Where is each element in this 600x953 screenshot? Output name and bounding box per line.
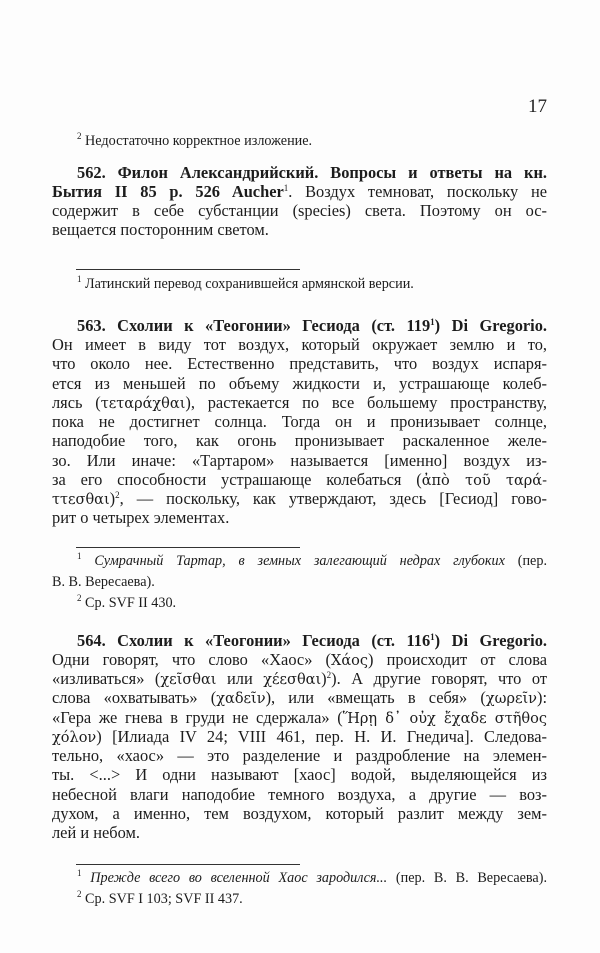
footnote-ref: 1 xyxy=(283,183,289,193)
quoted-verse: Сумрачный Тартар, в земных залегающий недрах глубоких xyxy=(94,553,505,569)
footnote-rule xyxy=(76,547,300,548)
body-line: содержит в себе субстанции (species) света. Поэтому он ос- xyxy=(52,201,547,220)
heading-text: 564. Схолии к «Теогонии» Гесиода (ст. 116 xyxy=(77,631,431,650)
body-line: лей и небом. xyxy=(52,823,140,842)
footnote-text: Недостаточно корректное изложение. xyxy=(81,133,313,149)
quoted-verse: Прежде всего во вселенной Хаос зародился... xyxy=(90,870,388,886)
body-text: «изливаться» ( xyxy=(52,669,161,688)
entry-heading xyxy=(77,631,547,650)
footnote-marker: 1 xyxy=(77,274,82,284)
greek-term: ττεσθαι xyxy=(52,492,110,508)
footnote-text: Латинский перевод сохранившейся армянской версии. xyxy=(81,276,414,292)
entry-heading xyxy=(77,316,547,335)
entry-heading: 562. Филон Александрийский. Вопросы и ответы на кн. xyxy=(77,163,547,182)
body-text: , — поскольку, как утверждают, здесь [Гесиод] гово- xyxy=(119,489,547,508)
greek-term: Χάος xyxy=(331,653,368,669)
body-text: лясь ( xyxy=(52,393,101,412)
body-line: что около нее. Естественно представить, что воздух испаря- xyxy=(52,354,547,373)
body-line: наподобие того, как огонь пронизывает раскаленное желе- xyxy=(52,431,547,450)
body-line: пока не достигнет солнца. Тогда он и пронизывает солнце, xyxy=(52,412,547,431)
greek-term: τεταράχθαι xyxy=(100,396,186,412)
body-line xyxy=(52,470,547,491)
body-text: ) [Илиада IV 24; VIII 461, пер. Н. И. Гнедича]. Следова- xyxy=(96,727,547,746)
footnote-text: Ср. SVF I 103; SVF II 437. xyxy=(81,891,243,907)
footnote xyxy=(77,891,547,908)
body-text: или xyxy=(216,669,264,688)
body-line: ττεσθαι)$^2$, — поскольку, как утверждают, здесь [Гесиод] гово- xyxy=(52,489,547,508)
body-line xyxy=(52,727,547,748)
greek-quote: Ἥρῃ δ᾽ οὐχ ἔχαδε στῆθος xyxy=(342,711,547,727)
body-text: . Воздух темноват, поскольку не xyxy=(288,182,547,201)
body-line xyxy=(52,650,547,671)
body-text: слова «охватывать» ( xyxy=(52,688,217,707)
footnote-text: (пер. xyxy=(504,553,547,569)
heading-text: 563. Схолии к «Теогонии» Гесиода (ст. 119 xyxy=(77,316,431,335)
footnote-marker: 1 xyxy=(77,868,82,878)
body-text: Одни говорят, что слово «Хаос» ( xyxy=(52,650,331,669)
greek-term: ἀπὸ τοῦ ταρά- xyxy=(421,473,547,489)
footnote-carryover xyxy=(77,133,547,150)
footnote-ref: 2 xyxy=(326,670,332,680)
body-line: рит о четырех элементах. xyxy=(52,508,230,527)
body-text: за его способности устрашающе колебаться ( xyxy=(52,470,422,489)
body-text: ). А другие говорят, что от xyxy=(331,669,547,688)
body-line: «изливаться» (χεῖσθαι или χέεσθαι)$^2$). А другие говорят, что от xyxy=(52,669,547,688)
footnote-rule xyxy=(76,864,300,865)
body-line: зо. Или иначе: «Тартаром» называется [именно] воздух из- xyxy=(52,451,547,470)
source-reference: Бытия II 85 p. 526 Aucher xyxy=(52,182,284,201)
body-text: «Гера же гнева в груди не сдержала» ( xyxy=(52,708,343,727)
footnote-marker: 2 xyxy=(77,593,82,603)
body-text: ), растекается по все большему пространству, xyxy=(185,393,547,412)
footnote-ref: 1 xyxy=(430,317,435,327)
footnote-ref: 2 xyxy=(115,490,120,500)
heading-text: ) Di Gregorio. xyxy=(434,316,548,335)
body-line: тельно, «хаос» — это разделение и раздробление на элемен- xyxy=(52,746,547,765)
footnote-marker: 2 xyxy=(77,131,82,141)
footnote xyxy=(77,595,547,612)
body-line xyxy=(52,688,547,709)
footnote-rule xyxy=(76,269,300,270)
body-line: Он имеет в виду тот воздух, который окружает землю и то, xyxy=(52,335,547,354)
footnote-marker: 2 xyxy=(77,889,82,899)
greek-term: χαδεῖν xyxy=(216,691,266,707)
footnote xyxy=(77,276,547,293)
body-line: ется из меньшей по объему жидкости и, устрашающе колеб- xyxy=(52,374,547,393)
footnote xyxy=(77,870,547,887)
body-line: ты. <...> И одни называют [хаос] водой, выделяющейся из xyxy=(52,765,547,784)
entry-heading-line2 xyxy=(52,182,547,201)
body-line: вещается посторонним светом. xyxy=(52,220,269,239)
footnote-ref: 1 xyxy=(430,632,435,642)
body-text: ), или «вмещать в себя» ( xyxy=(265,688,486,707)
body-line: духом, а именно, тем воздухом, который разлит между зем- xyxy=(52,804,547,823)
greek-term: χεῖσθαι xyxy=(160,672,217,688)
page-number: 17 xyxy=(528,96,547,117)
footnote-continuation: В. В. Вересаева). xyxy=(52,574,155,590)
footnote-marker: 1 xyxy=(77,551,82,561)
body-text: ) происходит от слова xyxy=(367,650,547,669)
body-line: небесной влаги наподобие темного воздуха, а другие — воз- xyxy=(52,785,547,804)
body-line xyxy=(52,708,547,729)
body-text: ): xyxy=(536,688,547,707)
greek-quote: χόλον xyxy=(52,730,97,746)
body-line xyxy=(52,393,547,414)
heading-text: ) Di Gregorio. xyxy=(434,631,548,650)
footnote-text: (пер. В. В. Вересаева). xyxy=(387,870,547,886)
footnote-text: Ср. SVF II 430. xyxy=(81,595,177,611)
greek-term: χέεσθαι xyxy=(263,672,322,688)
greek-term: χωρεῖν xyxy=(485,691,537,707)
footnote xyxy=(77,553,547,570)
